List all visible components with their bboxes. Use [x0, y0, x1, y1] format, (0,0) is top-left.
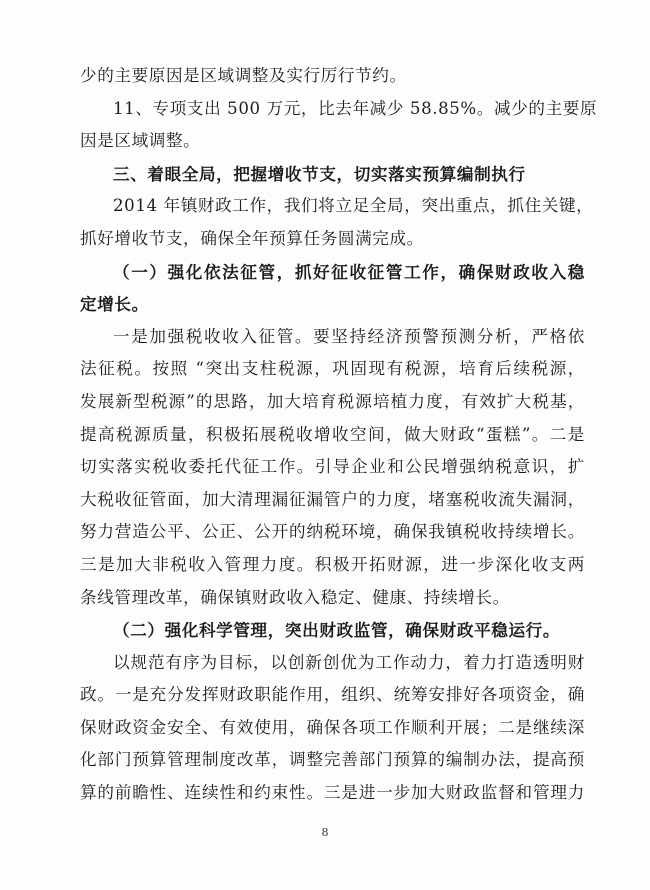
- body-text-line: 保财政资金安全、有效使用，确保各项工作顺利开展；二是继续深: [80, 717, 585, 737]
- page-number: 8: [321, 826, 329, 839]
- body-text-line: 政。一是充分发挥财政职能作用，组织、统筹安排好各项资金，确: [80, 685, 585, 705]
- body-text-line: 提高税源质量，积极拓展税收增收空间，做大财政“蛋糕”。二是: [80, 424, 585, 444]
- body-text-line: 大税收征管面，加大清理漏征漏管户的力度，堵塞税收流失漏洞，: [80, 489, 585, 509]
- body-text-line: 以规范有序为目标，以创新创优为工作动力，着力打造透明财: [113, 652, 585, 672]
- body-text-line: 少的主要原因是区域调整及实行厉行节约。: [80, 66, 407, 85]
- section-heading-line: （二）强化科学管理，突出财政监管，确保财政平稳运行。: [113, 620, 561, 641]
- body-text-line: 一是加强税收收入征管。要坚持经济预警预测分析，严格依: [113, 326, 585, 346]
- body-text-line: 因是区域调整。: [80, 131, 201, 151]
- section-heading-line: （一）强化依法征管，抓好征收征管工作，确保财政收入稳: [113, 261, 585, 282]
- body-text-line: 11、专项支出 500 万元，比去年减少 58.85%。减少的主要原: [113, 98, 598, 118]
- body-text-line: 努力营造公平、公正、公开的纳税环境，确保我镇税收持续增长。: [80, 522, 585, 542]
- body-text-line: 发展新型税源”的思路，加大培育税源培植力度，有效扩大税基，: [80, 391, 585, 411]
- body-text-line: 条线管理改革，确保镇财政收入稳定、健康、持续增长。: [80, 587, 510, 607]
- body-text-line: 算的前瞻性、连续性和约束性。三是进一步加大财政监督和管理力: [80, 783, 585, 803]
- body-text-line: 抓好增收节支，确保全年预算任务圆满完成。: [80, 228, 424, 248]
- section-heading-line: 定增长。: [80, 294, 149, 315]
- body-text-line: 2014 年镇财政工作，我们将立足全局，突出重点，抓住关键，: [113, 196, 594, 216]
- document-body: [80, 60, 598, 810]
- body-text-line: 法征税。按照 “突出支柱税源，巩固现有税源，培育后续税源，: [80, 359, 585, 379]
- section-heading-line: 三、着眼全局，把握增收节支，切实落实预算编制执行: [113, 163, 526, 184]
- body-text-line: 切实落实税收委托代征工作。引导企业和公民增强纳税意识，扩: [80, 457, 585, 477]
- body-text-line: 三是加大非税收入管理力度。积极开拓财源，进一步深化收支两: [80, 554, 585, 574]
- body-text-line: 化部门预算管理制度改革，调整完善部门预算的编制办法，提高预: [80, 750, 585, 770]
